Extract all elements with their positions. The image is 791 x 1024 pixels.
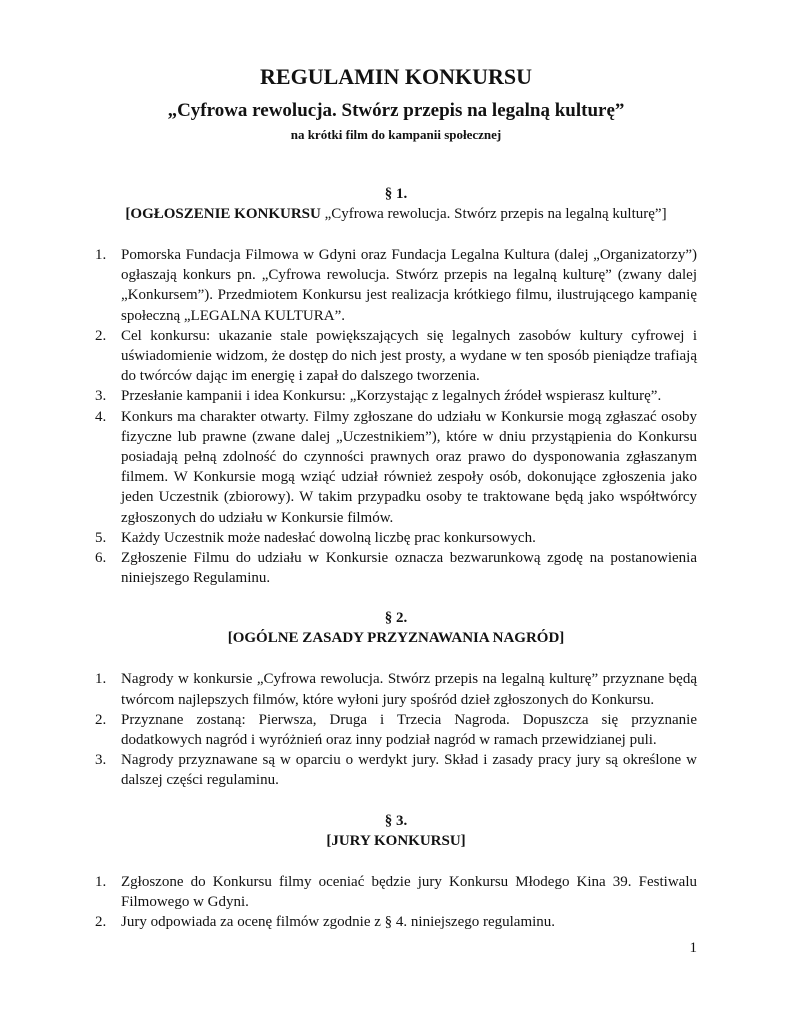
document-subtitle: „Cyfrowa rewolucja. Stwórz przepis na legalną kulturę” [167, 100, 625, 121]
item-number: 2. [95, 914, 107, 931]
list-item [95, 710, 697, 750]
list-item [95, 872, 697, 912]
item-number: 4. [95, 408, 107, 425]
item-text: Każdy Uczestnik może nadesłać dowolną liczbę prac konkursowych. [121, 529, 536, 546]
list-item [95, 548, 697, 588]
item-text: Zgłoszone do Konkursu filmy oceniać będzie jury Konkursu Młodego Kina 39. Festiwalu Filmowego w Gdyni. [121, 873, 697, 910]
list-item [95, 386, 697, 406]
section-3-heading [95, 831, 697, 851]
section-1-number: § 1. [384, 186, 408, 202]
section-3-list [95, 872, 697, 933]
list-item [95, 407, 697, 528]
list-item [95, 326, 697, 387]
section-1-heading-bold: [OGŁOSZENIE KONKURSU [125, 206, 325, 222]
item-number: 3. [95, 388, 107, 405]
document-header [95, 63, 697, 143]
item-number: 5. [95, 529, 107, 546]
section-2-list [95, 669, 697, 790]
section-1 [95, 184, 697, 588]
item-text: Przyznane zostaną: Pierwsza, Druga i Trzecia Nagroda. Dopuszcza się przyznanie dodatkowych nagród i wyróżnień oraz inny podział nagród w ramach przewidzianej puli. [121, 711, 697, 749]
item-text: Jury odpowiada za ocenę filmów zgodnie z § 4. niniejszego regulaminu. [121, 914, 556, 931]
item-number: 6. [95, 550, 107, 567]
item-text: Pomorska Fundacja Filmowa w Gdyni oraz Fundacja Legalna Kultura (dalej „Organizatorzy”) ogłaszają konkurs pn. „Cyfrowa rewolucja. Stwórz przepis na legalną kulturę” (zwany dalej „Konkursem”). Przedmiotem Konkursu jest realizacja krótkiego filmu, ilustrującego kampanię społeczną „LEGALNA KULTURA”. [121, 247, 697, 324]
item-text: Przesłanie kampanii i idea Konkursu: „Korzystając z legalnych źródeł wspierasz kulturę”. [121, 388, 662, 405]
item-text: Nagrody przyznawane są w oparciu o werdykt jury. Skład i zasady pracy jury są określone w dalszej części regulaminu. [121, 752, 697, 789]
item-number: 1. [95, 247, 107, 263]
document-title: REGULAMIN KONKURSU [260, 64, 532, 89]
section-1-heading-regular: „Cyfrowa rewolucja. Stwórz przepis na legalną kulturę”] [324, 206, 667, 222]
list-item [95, 245, 697, 326]
section-1-list [95, 245, 697, 588]
section-3-heading-bold: [JURY KONKURSU] [326, 832, 466, 849]
section-2-heading [95, 628, 697, 648]
item-number: 2. [95, 327, 107, 344]
section-3-number: § 3. [384, 812, 408, 829]
section-3 [95, 811, 697, 933]
item-text: Nagrody w konkursie „Cyfrowa rewolucja. Stwórz przepis na legalną kulturę” przyznane będą twórcom najlepszych filmów, które wyłoni jury spośród dzieł zgłoszonych do Konkursu. [121, 671, 697, 708]
section-1-heading [95, 204, 697, 224]
page-number: 1 [689, 940, 697, 956]
section-2 [95, 608, 697, 790]
item-text: Cel konkursu: ukazanie stale powiększających się legalnych zasobów kultury cyfrowej i uświadomienie widzom, że dostęp do nich jest prosty, a wydane w ten sposób pieniądze trafiają do twórców dając im energię i zapał do dalszego tworzenia. [121, 327, 697, 385]
section-2-heading-bold: [OGÓLNE ZASADY PRZYZNAWANIA NAGRÓD] [227, 630, 565, 647]
section-2-number: § 2. [384, 610, 408, 627]
list-item [95, 750, 697, 790]
list-item [95, 528, 697, 548]
item-number: 2. [95, 711, 107, 728]
document-tagline: na krótki film do kampanii społecznej [290, 127, 502, 142]
item-number: 3. [95, 752, 107, 769]
list-item [95, 669, 697, 709]
item-text: Zgłoszenie Filmu do udziału w Konkursie oznacza bezwarunkową zgodę na postanowienia niniejszego Regulaminu. [121, 550, 697, 587]
item-number: 1. [95, 671, 107, 688]
list-item [95, 912, 697, 932]
item-text: Konkurs ma charakter otwarty. Filmy zgłoszane do udziału w Konkursie mogą zgłaszać osoby fizyczne lub prawne (zwane dalej „Uczestnikiem”), które w dniu przystąpienia do Konkursu posiadają pełną zdolność do czynności prawnych oraz prawo do dysponowania zgłaszanym filmem. W Konkursie mogą wziąć udział również zespoły osób, dokonujące zgłoszenia jako jeden Uczestnik (zbiorowy). W takim przypadku osoby te traktowane będą jako współtwórcy zgłoszonych do udziału w Konkursie filmów. [121, 408, 697, 526]
item-number: 1. [95, 873, 107, 890]
